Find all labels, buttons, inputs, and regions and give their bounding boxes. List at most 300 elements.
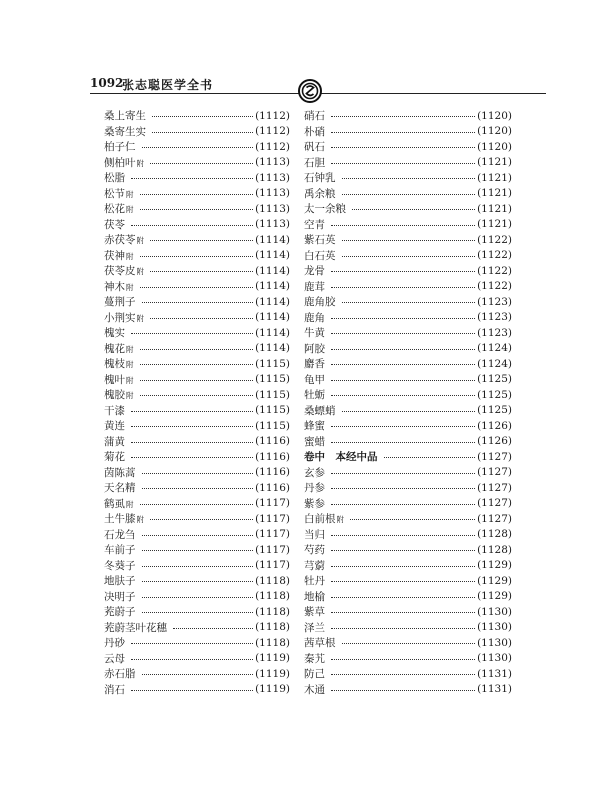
- entry-name: 白石英: [304, 249, 336, 262]
- appended-marker: 附: [136, 313, 144, 323]
- entry-name: 当归: [304, 528, 325, 541]
- entry-name: 朴硝: [304, 125, 325, 138]
- entry-page: (1114): [255, 311, 290, 324]
- entry-term: [304, 635, 336, 650]
- entry-name: 决明子: [104, 590, 136, 603]
- entry-term: [104, 542, 136, 557]
- entry-term: [304, 403, 336, 418]
- entry-page: (1117): [255, 497, 290, 510]
- appended-marker: 附: [126, 344, 134, 354]
- dot-leader: [131, 422, 253, 427]
- entry-page: (1113): [255, 202, 290, 215]
- index-entry: [104, 666, 290, 682]
- entry-page: (1118): [255, 605, 290, 618]
- dot-leader: [331, 438, 475, 443]
- entry-term: [104, 108, 146, 123]
- appended-marker: 附: [126, 499, 134, 509]
- entry-name: 神木: [104, 280, 125, 293]
- appended-marker: 附: [336, 515, 344, 525]
- entry-name: 松花: [104, 203, 125, 216]
- entry-term: [104, 294, 136, 309]
- index-entry: [304, 604, 512, 620]
- entry-page: (1127): [477, 512, 512, 525]
- dot-leader: [131, 639, 253, 644]
- entry-name: 麝香: [304, 358, 325, 371]
- dot-leader: [331, 376, 475, 381]
- dot-leader: [140, 345, 254, 350]
- entry-page: (1114): [255, 264, 290, 277]
- entry-name: 茺蔚茎叶花穗: [104, 621, 167, 634]
- index-entry: [104, 480, 290, 496]
- dot-leader: [331, 577, 475, 582]
- entry-term: [304, 527, 325, 542]
- dot-leader: [342, 236, 476, 241]
- index-entry: [104, 604, 290, 620]
- dot-leader: [142, 531, 254, 536]
- entry-name: 鹤虱: [104, 497, 125, 510]
- dot-leader: [331, 314, 475, 319]
- index-entry: [304, 108, 512, 124]
- entry-page: (1115): [255, 404, 290, 417]
- index-entry: [304, 403, 512, 419]
- dot-leader: [331, 128, 475, 133]
- entry-term: [304, 341, 325, 356]
- entry-page: (1126): [477, 419, 512, 432]
- page-number: 1092: [90, 76, 124, 90]
- entry-term: [104, 170, 125, 185]
- entry-name: 石龙刍: [104, 528, 136, 541]
- dot-leader: [331, 484, 475, 489]
- entry-term: [304, 186, 336, 201]
- dot-leader: [173, 624, 253, 629]
- entry-name: 天名精: [104, 482, 136, 495]
- appended-marker: 附: [126, 391, 134, 401]
- entry-term: [304, 325, 325, 340]
- entry-page: (1126): [477, 435, 512, 448]
- entry-page: (1124): [477, 357, 512, 370]
- dot-leader: [331, 624, 475, 629]
- entry-term: [104, 418, 125, 433]
- entry-page: (1113): [255, 218, 290, 231]
- index-entry: [304, 217, 512, 233]
- entry-name: 牡丹: [304, 575, 325, 588]
- entry-name: 防己: [304, 668, 325, 681]
- entry-page: (1123): [477, 326, 512, 339]
- entry-page: (1120): [477, 125, 512, 138]
- entry-name: 硝石: [304, 110, 325, 123]
- entry-page: (1114): [255, 326, 290, 339]
- entry-page: (1117): [255, 528, 290, 541]
- entry-page: (1131): [477, 667, 512, 680]
- index-entry: [304, 248, 512, 264]
- index-entry: [104, 418, 290, 434]
- index-entry: [104, 573, 290, 589]
- entry-page: (1129): [477, 574, 512, 587]
- entry-name: 茺蔚子: [104, 606, 136, 619]
- entry-page: (1121): [477, 156, 512, 169]
- dot-leader: [331, 546, 475, 551]
- dot-leader: [331, 500, 475, 505]
- dot-leader: [140, 376, 254, 381]
- dot-leader: [331, 469, 475, 474]
- entry-term: [304, 263, 325, 278]
- dot-leader: [331, 360, 475, 365]
- entry-name: 空青: [304, 218, 325, 231]
- index-entry: [104, 496, 290, 512]
- index-entry: [104, 558, 290, 574]
- entry-page: (1113): [255, 156, 290, 169]
- entry-name: 蔓荆子: [104, 296, 136, 309]
- entry-name: 槐叶: [104, 373, 125, 386]
- dot-leader: [140, 283, 254, 288]
- entry-name: 丹砂: [104, 637, 125, 650]
- index-entry: [104, 434, 290, 450]
- entry-term: [104, 372, 134, 387]
- entry-page: (1129): [477, 559, 512, 572]
- entry-name: 鹿角胶: [304, 296, 336, 309]
- entry-name: 矾石: [304, 141, 325, 154]
- dot-leader: [131, 407, 253, 412]
- entry-page: (1112): [255, 109, 290, 122]
- entry-term: [304, 496, 325, 511]
- index-entry: [304, 139, 512, 155]
- entry-term: [104, 511, 144, 526]
- index-entry: [304, 651, 512, 667]
- dot-leader: [342, 298, 476, 303]
- entry-term: [104, 604, 136, 619]
- dot-leader: [331, 345, 475, 350]
- dot-leader: [331, 391, 475, 396]
- appended-marker: 附: [136, 267, 144, 277]
- index-entry: [104, 186, 290, 202]
- entry-page: (1115): [255, 373, 290, 386]
- entry-page: (1123): [477, 311, 512, 324]
- dot-leader: [331, 531, 475, 536]
- entry-page: (1115): [255, 388, 290, 401]
- entry-term: [304, 248, 336, 263]
- entry-name: 干漆: [104, 404, 125, 417]
- entry-page: (1117): [255, 559, 290, 572]
- dot-leader: [140, 252, 254, 257]
- dot-leader: [150, 236, 253, 241]
- index-entry: [104, 527, 290, 543]
- index-entry: [104, 651, 290, 667]
- dot-leader: [131, 438, 253, 443]
- entry-page: (1114): [255, 249, 290, 262]
- entry-term: [304, 558, 325, 573]
- entry-term: [104, 496, 134, 511]
- entry-name: 牛黄: [304, 327, 325, 340]
- running-header: [66, 60, 546, 100]
- dot-leader: [384, 453, 476, 458]
- entry-name: 茯苓皮: [104, 265, 136, 278]
- index-entry: [304, 542, 512, 558]
- entry-name: 芍药: [304, 544, 325, 557]
- dot-leader: [150, 267, 253, 272]
- entry-term: [304, 372, 325, 387]
- entry-term: [304, 682, 325, 697]
- entry-term: [104, 325, 125, 340]
- entry-page: (1130): [477, 621, 512, 634]
- entry-page: (1118): [255, 621, 290, 634]
- entry-term: [304, 604, 325, 619]
- entry-term: [104, 573, 136, 588]
- entry-page: (1129): [477, 590, 512, 603]
- entry-name: 蒲黄: [104, 435, 125, 448]
- entry-name: 丹参: [304, 482, 325, 495]
- dot-leader: [331, 608, 475, 613]
- entry-name: 赤茯苓: [104, 234, 136, 247]
- dot-leader: [150, 515, 253, 520]
- index-entry: [104, 449, 290, 465]
- entry-term: [104, 248, 134, 263]
- dot-leader: [331, 112, 475, 117]
- dot-leader: [352, 205, 475, 210]
- index-entry: [104, 232, 290, 248]
- entry-name: 桑寄生实: [104, 125, 146, 138]
- entry-page: (1130): [477, 636, 512, 649]
- dot-leader: [331, 143, 475, 148]
- index-entry: [304, 527, 512, 543]
- entry-term: [104, 124, 146, 139]
- section-heading: [304, 449, 378, 464]
- dot-leader: [131, 221, 253, 226]
- entry-name: 紫参: [304, 497, 325, 510]
- index-entry: [104, 294, 290, 310]
- entry-term: [104, 403, 125, 418]
- index-entry: [304, 635, 512, 651]
- entry-name: 木通: [304, 683, 325, 696]
- entry-name: 芎藭: [304, 559, 325, 572]
- entry-term: [304, 465, 325, 480]
- entry-name: 石钟乳: [304, 172, 336, 185]
- dot-leader: [131, 174, 253, 179]
- entry-page: (1119): [255, 652, 290, 665]
- entry-page: (1125): [477, 373, 512, 386]
- index-entry: [304, 434, 512, 450]
- entry-term: [304, 542, 325, 557]
- entry-name: 鹿角: [304, 311, 325, 324]
- dot-leader: [142, 562, 254, 567]
- entry-term: [304, 170, 336, 185]
- index-entry: [304, 356, 512, 372]
- entry-page: (1125): [477, 404, 512, 417]
- entry-term: [304, 139, 325, 154]
- entry-name: 紫石英: [304, 234, 336, 247]
- entry-page: (1127): [477, 450, 512, 463]
- entry-page: (1113): [255, 171, 290, 184]
- index-entry: [304, 558, 512, 574]
- dot-leader: [152, 112, 253, 117]
- entry-page: (1121): [477, 187, 512, 200]
- entry-page: (1127): [477, 466, 512, 479]
- dot-leader: [331, 283, 475, 288]
- entry-page: (1116): [255, 435, 290, 448]
- entry-page: (1125): [477, 388, 512, 401]
- index-entry: [304, 372, 512, 388]
- dot-leader: [140, 500, 254, 505]
- index-entry: [304, 418, 512, 434]
- index-entry: [104, 682, 290, 698]
- index-entry: [304, 294, 512, 310]
- book-title: 张志聪医学全书: [122, 78, 214, 92]
- entry-term: [104, 465, 136, 480]
- entry-page: (1122): [477, 280, 512, 293]
- entry-name: 桑螵蛸: [304, 404, 336, 417]
- appended-marker: 附: [126, 251, 134, 261]
- index-entry: [104, 248, 290, 264]
- dot-leader: [131, 329, 253, 334]
- entry-name: 牡蛎: [304, 389, 325, 402]
- index-entry: [104, 217, 290, 233]
- entry-term: [104, 558, 136, 573]
- entry-page: (1118): [255, 590, 290, 603]
- entry-name: 侧柏叶: [104, 156, 136, 169]
- appended-marker: 附: [136, 515, 144, 525]
- appended-marker: 附: [126, 205, 134, 215]
- entry-name: 柏子仁: [104, 141, 136, 154]
- entry-name: 卷中 本经中品: [304, 451, 378, 464]
- entry-name: 冬葵子: [104, 559, 136, 572]
- index-entry: [304, 325, 512, 341]
- dot-leader: [342, 407, 476, 412]
- entry-page: (1122): [477, 249, 512, 262]
- entry-page: (1114): [255, 233, 290, 246]
- appended-marker: 附: [136, 158, 144, 168]
- entry-page: (1115): [255, 357, 290, 370]
- entry-page: (1112): [255, 125, 290, 138]
- entry-page: (1113): [255, 187, 290, 200]
- dot-leader: [142, 608, 254, 613]
- publisher-emblem-icon: [297, 78, 323, 104]
- entry-term: [104, 527, 136, 542]
- entry-name: 鹿茸: [304, 280, 325, 293]
- appended-marker: 附: [126, 189, 134, 199]
- entry-name: 地榆: [304, 590, 325, 603]
- entry-name: 土牛膝: [104, 513, 136, 526]
- entry-page: (1114): [255, 342, 290, 355]
- entry-page: (1116): [255, 450, 290, 463]
- entry-term: [304, 620, 325, 635]
- index-entry: [104, 170, 290, 186]
- entry-page: (1120): [477, 109, 512, 122]
- entry-name: 槐实: [104, 327, 125, 340]
- entry-page: (1121): [477, 202, 512, 215]
- entry-page: (1128): [477, 528, 512, 541]
- entry-name: 黄连: [104, 420, 125, 433]
- entry-term: [304, 201, 346, 216]
- dot-leader: [331, 267, 475, 272]
- index-entry: [104, 139, 290, 155]
- entry-name: 赤石脂: [104, 668, 136, 681]
- entry-term: [104, 356, 134, 371]
- entry-page: (1118): [255, 636, 290, 649]
- entry-name: 地肤子: [104, 575, 136, 588]
- entry-page: (1118): [255, 574, 290, 587]
- entry-page: (1127): [477, 497, 512, 510]
- index-entry: [304, 496, 512, 512]
- entry-name: 太一余粮: [304, 203, 346, 216]
- dot-leader: [342, 190, 476, 195]
- index-entry: [304, 341, 512, 357]
- entry-page: (1130): [477, 605, 512, 618]
- entry-name: 茵陈蒿: [104, 466, 136, 479]
- entry-page: (1121): [477, 218, 512, 231]
- dot-leader: [350, 515, 475, 520]
- dot-leader: [342, 639, 476, 644]
- entry-name: 秦艽: [304, 652, 325, 665]
- entry-page: (1127): [477, 481, 512, 494]
- index-entry: [304, 310, 512, 326]
- entry-name: 玄参: [304, 466, 325, 479]
- dot-leader: [140, 360, 254, 365]
- dot-leader: [331, 422, 475, 427]
- dot-leader: [342, 252, 476, 257]
- entry-page: (1121): [477, 171, 512, 184]
- entry-name: 茯苓: [104, 218, 125, 231]
- entry-term: [104, 620, 167, 635]
- entry-name: 白前根: [304, 513, 336, 526]
- dot-leader: [150, 314, 253, 319]
- index-entry: [104, 201, 290, 217]
- entry-term: [104, 682, 125, 697]
- appended-marker: 附: [126, 375, 134, 385]
- index-entry: [104, 542, 290, 558]
- index-entry: [104, 124, 290, 140]
- entry-term: [104, 310, 144, 325]
- index-entry: [104, 279, 290, 295]
- entry-page: (1128): [477, 543, 512, 556]
- section-heading-row: [304, 449, 512, 465]
- entry-page: (1122): [477, 264, 512, 277]
- entry-term: [104, 232, 144, 247]
- entry-term: [304, 666, 325, 681]
- entry-term: [104, 480, 136, 495]
- entry-page: (1117): [255, 512, 290, 525]
- index-entry: [304, 263, 512, 279]
- dot-leader: [331, 562, 475, 567]
- dot-leader: [331, 329, 475, 334]
- dot-leader: [331, 670, 475, 675]
- index-entry: [104, 620, 290, 636]
- index-entry: [304, 620, 512, 636]
- entry-name: 槐枝: [104, 358, 125, 371]
- entry-page: (1131): [477, 683, 512, 696]
- entry-name: 紫草: [304, 606, 325, 619]
- index-entry: [104, 387, 290, 403]
- entry-name: 菊花: [104, 451, 125, 464]
- entry-term: [104, 666, 136, 681]
- entry-term: [304, 434, 325, 449]
- entry-name: 松节: [104, 187, 125, 200]
- dot-leader: [142, 593, 254, 598]
- entry-term: [104, 387, 134, 402]
- entry-term: [304, 387, 325, 402]
- dot-leader: [150, 159, 253, 164]
- index-column-right: [304, 108, 512, 697]
- index-entry: [304, 387, 512, 403]
- entry-name: 茯神: [104, 249, 125, 262]
- entry-page: (1120): [477, 140, 512, 153]
- entry-page: (1115): [255, 419, 290, 432]
- dot-leader: [142, 546, 254, 551]
- entry-name: 泽兰: [304, 621, 325, 634]
- entry-term: [304, 108, 325, 123]
- entry-term: [304, 155, 325, 170]
- entry-term: [104, 201, 134, 216]
- entry-page: (1116): [255, 481, 290, 494]
- entry-page: (1122): [477, 233, 512, 246]
